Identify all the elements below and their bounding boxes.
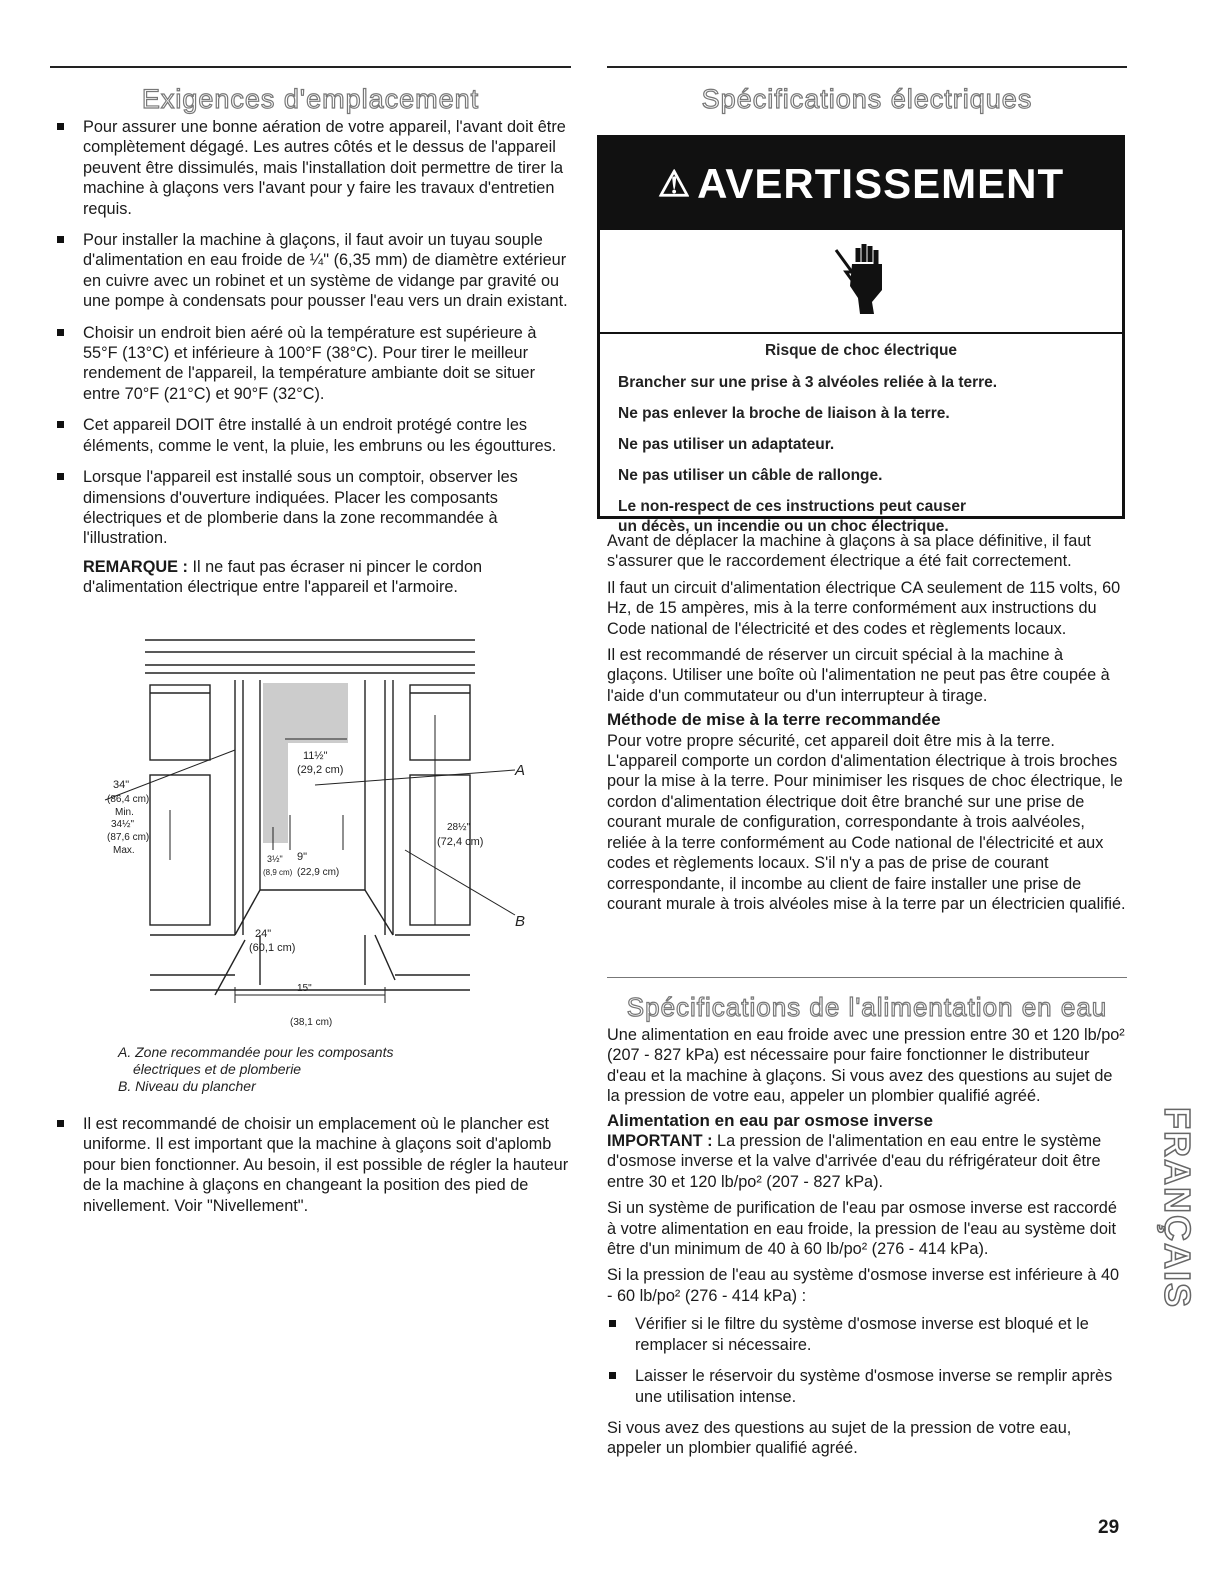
warning-triangle-icon: ⚠ [657, 163, 692, 204]
list-item: Choisir un endroit bien aéré où la température est supérieure à 55°F (13°C) et inférieure à 100°F (38°C). Pour tirer le meilleur rendement de l'appareil, la température ambiante doit se situer entre 70°F (21°C) et 90°F (32°C). [55, 323, 569, 405]
warning-box [597, 135, 1125, 535]
dim-label: 28½" [447, 822, 471, 833]
consequence-line: Le non-respect de ces instructions peut causer [618, 498, 966, 515]
top-rule-left [50, 66, 571, 68]
location-bullets-2 [55, 1114, 569, 1227]
dim-label: (60,1 cm) [249, 942, 296, 954]
dim-label: (22,9 cm) [297, 867, 340, 878]
top-rule-right [607, 66, 1127, 68]
ro-important-label: IMPORTANT : [607, 1132, 713, 1151]
section-title-location: Exigences d'emplacement [141, 84, 480, 114]
list-item: Il est recommandé de choisir un emplacement où le plancher est uniforme. Il est important que la machine à glaçons soit d'aplomb pour bien fonctionner. Au besoin, il est possible de régler la hauteur de la machine à glaçons en changeant la position des pied de nivellement. Voir "Nivellement". [55, 1114, 569, 1216]
dim-label: 11½" [303, 750, 328, 762]
ro-important-text: La pression de l'alimentation en eau entre le système d'osmose inverse et la valve d'arrivée d'eau du réfrigérateur doit être entre 30 et 120 lb/po² (207 - 827 kPa). [607, 1132, 1102, 1191]
ro-paragraph: Si un système de purification de l'eau par osmose inverse est raccordé à votre alimentation en eau froide, la pression de l'eau au système doit être d'un minimum de 40 à 60 lb/po² (276 - 414 kPa). [607, 1199, 1117, 1259]
dim-label: 34½" [111, 819, 135, 830]
diagram-legend [118, 1044, 538, 1095]
right-column-water [607, 1025, 1127, 1459]
language-tab-label: FRANÇAIS [1157, 1107, 1198, 1309]
page-number: 29 [1098, 1517, 1120, 1538]
dim-label: 24" [255, 928, 272, 940]
list-item: Laisser le réservoir du système d'osmose inverse se remplir après une utilisation intense. [607, 1366, 1127, 1407]
remark-text: Il ne faut pas écraser ni pincer le cordon d'alimentation électrique entre l'appareil et l'armoire. [83, 557, 483, 597]
warning-line: Ne pas enlever la broche de liaison à la terre. [618, 405, 950, 422]
ro-important [607, 1131, 1127, 1192]
legend-a-cont: électriques et de plomberie [133, 1061, 302, 1077]
elec-paragraph: Il faut un circuit d'alimentation électrique CA seulement de 115 volts, 60 Hz, de 15 ampères, mis à la terre conformément aux instructions du Code national de l'électricité et des codes et règlements locaux. [607, 578, 1121, 638]
warning-line: Brancher sur une prise à 3 alvéoles reliée à la terre. [618, 374, 998, 391]
elec-paragraph: Avant de déplacer la machine à glaçons à sa place définitive, il faut s'assurer que le raccordement électrique a été fait correctement. [607, 532, 1091, 571]
mid-rule-right [607, 977, 1127, 978]
warning-title: AVERTISSEMENT [697, 160, 1065, 207]
warning-line: Ne pas utiliser un adaptateur. [618, 436, 835, 453]
warning-header [600, 138, 1122, 230]
warning-line: Ne pas utiliser un câble de rallonge. [618, 467, 883, 484]
installation-diagram [85, 635, 545, 1035]
section-title-electrical: Spécifications électriques [701, 84, 1033, 114]
left-column [55, 117, 569, 598]
dim-label: 34" [113, 779, 130, 791]
list-item: Cet appareil DOIT être installé à un endroit protégé contre les éléments, comme le vent, la pluie, les embruns ou les égouttures. [55, 415, 569, 456]
water-paragraph: Une alimentation en eau froide avec une pression entre 30 et 120 lb/po² (207 - 827 kPa) est nécessaire pour faire fonctionner le distributeur d'eau et la machine à glaçons. Si vous avez des questions au sujet de la pression de votre eau, appeler un plombier qualifié agréé. [607, 1026, 1125, 1106]
dim-label: (72,4 cm) [437, 836, 484, 848]
section-title-water: Spécifications de l'alimentation en eau [626, 992, 1108, 1022]
ro-paragraph: Si vous avez des questions au sujet de la pression de votre eau, appeler un plombier qualifié agréé. [607, 1418, 1072, 1458]
dim-label: (8,9 cm) [263, 868, 293, 877]
remark [55, 557, 569, 598]
electric-shock-icon [832, 242, 892, 316]
language-tab [1157, 1058, 1200, 1358]
ro-bullets [607, 1314, 1127, 1407]
dim-label: 3½" [267, 854, 283, 864]
ro-heading: Alimentation en eau par osmose inverse [607, 1110, 933, 1130]
hazard-line: Risque de choc électrique [764, 342, 958, 359]
dim-label: (29,2 cm) [297, 764, 344, 776]
location-bullets [55, 117, 569, 549]
dim-label: (86,4 cm) [107, 794, 150, 805]
grounding-heading: Méthode de mise à la terre recommandée [607, 710, 941, 730]
grounding-paragraph: Pour votre propre sécurité, cet appareil doit être mis à la terre. L'appareil comporte un cordon d'alimentation électrique à trois broches pour la mise à la terre. Pour minimiser les risques de choc électrique, le cordon d'alimentation électrique doit être branché sur une prise de courant murale de configuration, correspondante à trois aalvéoles, reliée à la terre conformément au Code national de l'électricité et aux codes et règlements locaux. S'il n'y a pas de prise de courant correspondante, il incombe au client de faire installer une prise de courant murale à trois alvéoles mise à la terre par un électricien qualifié. [607, 731, 1126, 913]
list-item: Lorsque l'appareil est installé sous un comptoir, observer les dimensions d'ouverture indiquées. Placer les composants électriques et de plomberie dans la zone recommandée à l'illustration. [55, 467, 569, 549]
dim-label: Min. [115, 807, 134, 818]
consequence-line: un décès, un incendie ou un choc électrique. [618, 518, 949, 535]
dim-label: 9" [297, 851, 308, 863]
elec-paragraph: Il est recommandé de réserver un circuit spécial à la machine à glaçons. Utiliser une boîte où l'alimentation ne peut pas être coupée à l'aide d'un commutateur ou d'un interrupteur à tirage. [607, 646, 1110, 705]
dim-label: (38,1 cm) [290, 1017, 333, 1028]
dim-label: (87,6 cm) [107, 832, 150, 843]
warning-icon-area [600, 230, 1122, 334]
list-item: Pour installer la machine à glaçons, il faut avoir un tuyau souple d'alimentation en eau froide de ¼" (6,35 mm) de diamètre extérieur en cuivre avec un robinet et un système de vidange par gravité ou une pompe à condensats pour pousser l'eau vers un drain existant. [55, 230, 569, 312]
label-b: B [515, 913, 526, 930]
remark-label: REMARQUE : [83, 557, 188, 576]
ro-paragraph: Si la pression de l'eau au système d'osmose inverse est inférieure à 40 - 60 lb/po² (276 - 414 kPa) : [607, 1266, 1120, 1305]
dim-label: 15" [297, 983, 312, 994]
dim-label: Max. [113, 845, 135, 856]
warning-body [600, 334, 1122, 536]
legend-a: A. Zone recommandée pour les composants [118, 1044, 394, 1060]
legend-b: B. Niveau du plancher [118, 1078, 256, 1094]
list-item: Vérifier si le filtre du système d'osmose inverse est bloqué et le remplacer si nécessaire. [607, 1314, 1127, 1355]
label-a: A [515, 762, 526, 779]
right-column [607, 531, 1127, 914]
list-item: Pour assurer une bonne aération de votre appareil, l'avant doit être complètement dégagé. Les autres côtés et le dessus de l'appareil peuvent être dissimulés, mais l'installation doit permettre de tirer la machine à glaçons vers l'avant pour y faire les travaux d'entretien requis. [55, 117, 569, 219]
